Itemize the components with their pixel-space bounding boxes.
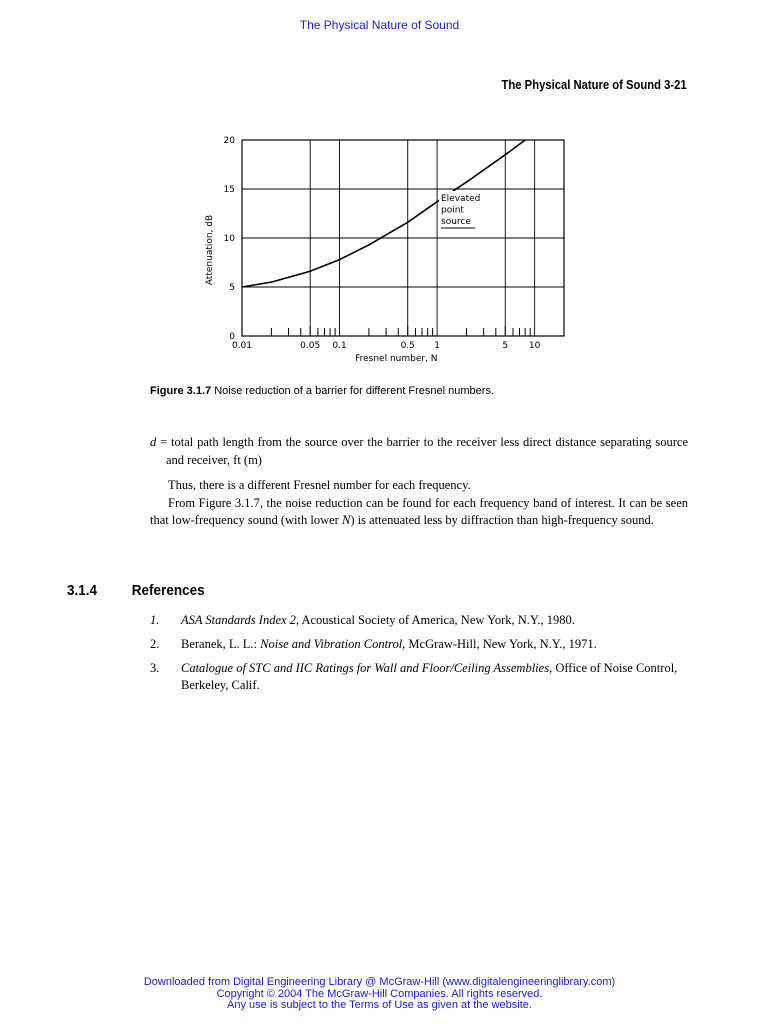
y-tick-label: 20 [223,136,235,146]
reference-italic: Catalogue of STC and IIC Ratings for Wall and Floor/Ceiling Assemblies [181,661,550,675]
reference-number: 3. [150,661,160,675]
section-heading [67,582,205,599]
annotation-text: source [441,217,471,227]
x-tick-label: 1 [434,341,440,351]
reference-text: Catalogue of STC and IIC Ratings for Wall and Floor/Ceiling Assemblies, Office of Noise Control, Berkeley, Calif. [181,661,678,692]
x-tick-label: 0.1 [332,341,347,351]
x-tick-label: 0.01 [231,341,253,351]
y-tick-label: 10 [223,234,235,244]
x-tick-label: 0.05 [300,341,321,351]
reference-list [150,612,688,701]
x-tick-label: 0.5 [400,341,415,351]
reference-item [150,660,688,694]
figure-caption-text: Noise reduction of a barrier for different Fresnel numbers. [211,385,495,397]
body-paragraphs [150,477,688,530]
y-axis-title: Attenuation, dB [205,214,215,286]
reference-text: Beranek, L. L.: Noise and Vibration Control, McGraw-Hill, New York, N.Y., 1971. [181,637,597,651]
reference-number: 2. [150,637,160,651]
section-number: 3.1.4 [67,582,98,599]
footer [0,977,759,1012]
paragraph-1: Thus, there is a different Fresnel number for each frequency. [168,478,471,492]
paragraph-2 [150,495,688,530]
y-tick-label: 5 [229,283,235,293]
reference-item [150,612,688,629]
footer-copyright-link[interactable]: Copyright © 2004 The McGraw-Hill Companies. All rights reserved. [216,987,543,1000]
y-tick-label: 15 [223,185,235,195]
annotation-text: Elevated [441,194,481,204]
definition-d [150,434,688,469]
figure-caption-label: Figure 3.1.7 [150,385,212,397]
reference-italic: Noise and Vibration Control, [260,637,406,651]
footer-terms-link[interactable]: Any use is subject to the Terms of Use as given at the website. [227,999,532,1011]
figure-3-1-7 [195,128,585,373]
reference-text: ASA Standards Index 2, Acoustical Society of America, New York, N.Y., 1980. [181,613,575,627]
x-tick-label: 5 [502,341,509,351]
running-head: The Physical Nature of Sound 3-21 [501,78,687,92]
top-title-link[interactable]: The Physical Nature of Sound [299,18,460,32]
definition-variable: d [150,435,157,449]
fresnel-attenuation-chart [195,128,585,373]
annotation-text: point [441,205,464,216]
paragraph-2-part-a: From Figure 3.1.7, the noise reduction can be found for each frequency band of interest. It can be seen that low-frequency sound (with lower [150,495,688,527]
reference-number: 1. [150,613,160,627]
definition-text: = total path length from the source over the barrier to the receiver less direct distance separating source and receiver, ft (m) [156,435,688,467]
paragraph-2-variable: N [341,513,351,527]
section-title: References [131,582,205,599]
paragraph-2-part-b: ) is attenuated less by diffraction than high-frequency sound. [350,513,654,527]
figure-caption [150,385,494,397]
y-tick-label: 0 [229,332,235,342]
definition-block [150,434,688,469]
reference-item [150,636,688,653]
x-tick-label: 10 [528,341,541,351]
footer-download-link[interactable]: Downloaded from Digital Engineering Library @ McGraw-Hill (www.digitalengineeringlibrary.com) [143,976,616,988]
reference-italic: ASA Standards Index 2, [181,613,300,627]
x-axis-title: Fresnel number, N [355,354,438,364]
